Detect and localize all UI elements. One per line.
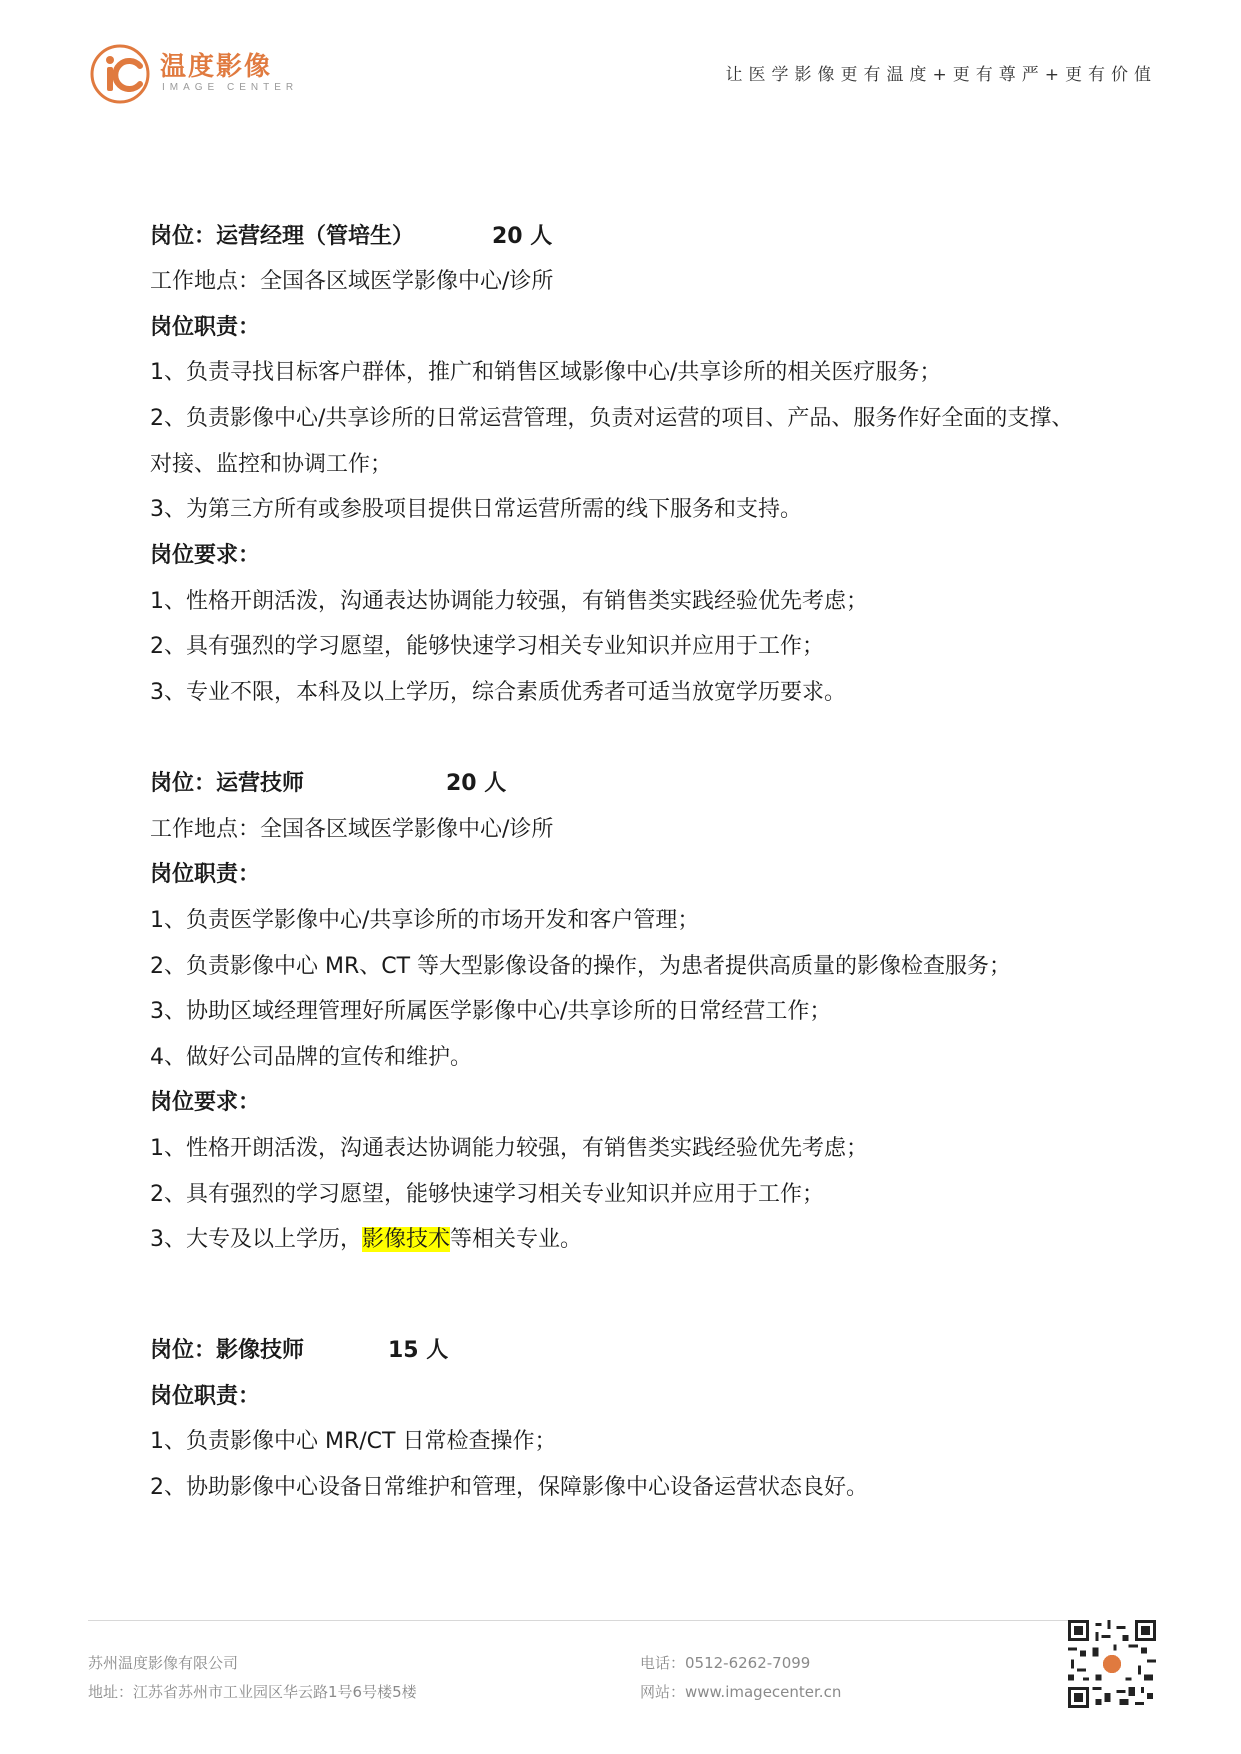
- duty-item: 2、负责影像中心/共享诊所的日常运营管理，负责对运营的项目、产品、服务作好全面的支撑、: [150, 406, 1074, 431]
- footer-company: 苏州温度影像有限公司: [88, 1654, 239, 1672]
- position-title: [150, 222, 553, 252]
- duty-item: 1、负责寻找目标客户群体，推广和销售区域影像中心/共享诊所的相关医疗服务；: [150, 360, 942, 385]
- qr-code-icon: [1068, 1620, 1156, 1708]
- duties-heading: 岗位职责：: [150, 315, 261, 340]
- requirement-item: 3、专业不限，本科及以上学历，综合素质优秀者可适当放宽学历要求。: [150, 680, 846, 705]
- requirement-text: 等相关专业。: [450, 1227, 583, 1252]
- duty-item: 4、做好公司品牌的宣传和维护。: [150, 1045, 472, 1070]
- work-location: 工作地点：全国各区域医学影像中心/诊所: [150, 817, 554, 842]
- footer-phone: 电话：0512-6262-7099: [640, 1654, 811, 1672]
- requirement-item: 1、性格开朗活泼，沟通表达协调能力较强，有销售类实践经验优先考虑；: [150, 1136, 868, 1161]
- duty-item: 3、为第三方所有或参股项目提供日常运营所需的线下服务和支持。: [150, 497, 802, 522]
- duty-item: 2、负责影像中心 MR、CT 等大型影像设备的操作，为患者提供高质量的影像检查服务；: [150, 954, 1012, 979]
- duty-item: 2、协助影像中心设备日常维护和管理，保障影像中心设备运营状态良好。: [150, 1475, 868, 1500]
- requirement-text: 3、大专及以上学历，: [150, 1227, 362, 1252]
- position-title: [150, 1336, 449, 1366]
- requirement-item: [150, 1225, 582, 1255]
- logo-english-text: IMAGE CENTER: [162, 82, 299, 93]
- footer-address: 地址：江苏省苏州市工业园区华云路1号6号楼5楼: [88, 1683, 417, 1701]
- logo-mark-icon: [88, 42, 152, 106]
- duties-heading: 岗位职责：: [150, 1384, 261, 1409]
- requirement-item: 2、具有强烈的学习愿望，能够快速学习相关专业知识并应用于工作；: [150, 1182, 824, 1207]
- logo-chinese-text: 温度影像: [160, 52, 273, 82]
- duty-item: 对接、监控和协调工作；: [150, 452, 393, 477]
- highlighted-text: 影像技术: [362, 1227, 451, 1252]
- position-headcount: 15 人: [388, 1338, 449, 1363]
- requirements-heading: 岗位要求：: [150, 543, 261, 568]
- position-title-text: 岗位：运营经理（管培生）: [150, 224, 415, 249]
- requirement-item: 2、具有强烈的学习愿望，能够快速学习相关专业知识并应用于工作；: [150, 634, 824, 659]
- footer-website: 网站：www.imagecenter.cn: [640, 1683, 842, 1701]
- work-location: 工作地点：全国各区域医学影像中心/诊所: [150, 269, 554, 294]
- position-headcount: 20 人: [446, 771, 507, 796]
- position-title-text: 岗位：影像技师: [150, 1338, 305, 1363]
- position-title: [150, 769, 507, 799]
- requirement-item: 1、性格开朗活泼，沟通表达协调能力较强，有销售类实践经验优先考虑；: [150, 589, 868, 614]
- duties-heading: 岗位职责：: [150, 862, 261, 887]
- position-title-text: 岗位：运营技师: [150, 771, 305, 796]
- duty-item: 3、协助区域经理管理好所属医学影像中心/共享诊所的日常经营工作；: [150, 999, 832, 1024]
- requirements-heading: 岗位要求：: [150, 1090, 261, 1115]
- header-slogan: 让医学影像更有温度+更有尊严+更有价值: [725, 65, 1157, 85]
- duty-item: 1、负责医学影像中心/共享诊所的市场开发和客户管理；: [150, 908, 700, 933]
- duty-item: 1、负责影像中心 MR/CT 日常检查操作；: [150, 1429, 557, 1454]
- footer-divider: [88, 1620, 1068, 1621]
- position-headcount: 20 人: [492, 224, 553, 249]
- company-logo: [88, 42, 388, 106]
